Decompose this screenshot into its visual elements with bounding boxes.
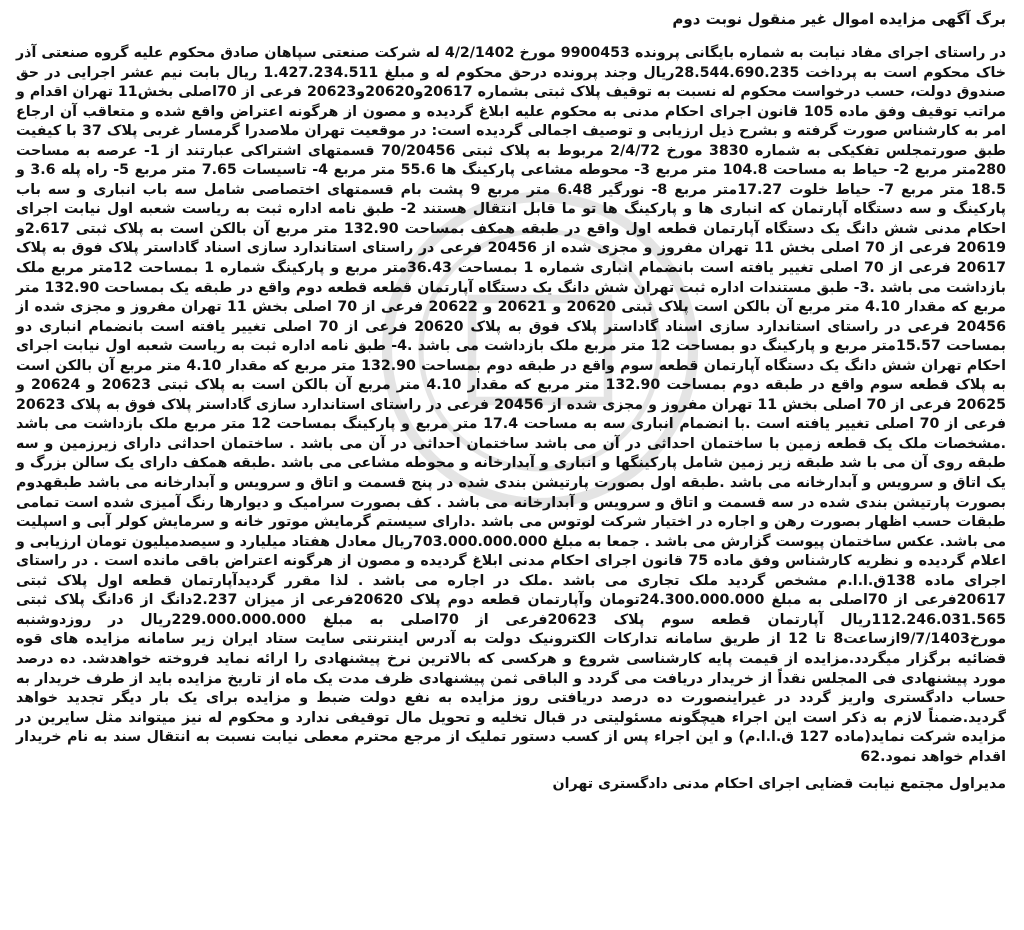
notice-body: در راستای اجرای مفاد نیابت به شماره بایگانی پرونده 9900453 مورخ 4/2/1402 له شرکت صنعتی سپاهان صادق محکوم علیه گروه صنعتی آذر خاک محکوم است به پرداخت 28.544.690.235ریال وجند پرونده درحق محکوم له و مبلغ 1.427.234.511 ریال بابت نیم عشر اجرایی در حق صندوق دولت، حسب درخواست محکوم له نسبت به توقیف پلاک ثبتی بشماره 20617و20620و20623 فرعی از 70اصلی بخش11 تهران اقدام و مراتب توقیف وفق ماده 105 قانون اجرای احکام مدنی به محکوم علیه ابلاغ گردیده و مصون از هرگونه اعتراض واقع شده و متعاقب آن ارجاع امر به کارشناس صورت گرفته و بشرح ذیل ارزیابی و توصیف اجمالی گردیده است: در موقعیت تهران ملاصدرا گرمسار غربی پلاک 37 با کیفیت طبق صورتمجلس تفکیکی به شماره 3830 مورخ 2/4/72 مربوط به پلاک ثبتی 70/20456 قسمتهای اشتراکی عبارتند از 1- عرصه به مساحت 280متر مربع 2- حیاط به مساحت 104.8 متر مربع 3- محوطه مشاعی پارکینگ ها 55.6 متر مربع 4- تاسیسات 7.65 متر مربع 5- راه پله 3.6 و 18.5 متر مربع 7- حیاط خلوت 17.27متر مربع 8- نورگیر 6.48 متر مربع 9 پشت بام قسمتهای اختصاصی شامل سه باب انباری و سه باب پارکینگ و سه دستگاه آپارتمان که انباری ها و پارکینگ ها تو ما قابل انتقال هستند 2- طبق نامه اداره ثبت به ریاست شعبه اول نیابت اجرای احکام مدنی شش دانگ یک دستگاه آپارتمان قطعه اول واقع در طبقه همکف بمساحت 132.90 متر مربع آن بالکن است به پلاک ثبتی 2.617و 20619 فرعی از 70 اصلی بخش 11 تهران مفروز و مجزی شده از 20456 فرعی در راستای استاندارد سازی اسناد گاداستر پلاک فوق به پلاک 20617 فرعی از 70 اصلی تغییر یافته است بانضمام انباری شماره 1 بمساحت 36.43متر مربع و پارکینگ شماره 1 بمساحت 12متر مربع ملک بازداشت می باشد .3- طبق مستندات اداره ثبت تهران شش دانگ یک دستگاه آپارتمان قطعه قطعه دوم واقع در طبقه یک بمساحت 132.90 متر مربع که مقدار 4.10 متر مربع آن بالکن است پلاک ثبتی 20620 و 20621 و 20622 فرعی از 70 اصلی بخش 11 تهران مفروز و مجزی شده از 20456 فرعی در راستای استاندارد سازی اسناد گاداستر پلاک فوق به پلاک 20620 فرعی از 70 اصلی تغییر یافته است بانضمام انباری دو بمساحت 15.57متر مربع و پارکینگ دو بمساحت 12 متر مربع ملک بازداشت می باشد .4- طبق نامه اداره ثبت به ریاست شعبه اول نیابت اجرای احکام تهران شش دانگ یک دستگاه آپارتمان قطعه سوم واقع در طبقه دوم بمساحت 132.90 متر مربع که مقدار 4.10 متر مربع آن بالکن است به پلاک قطعه سوم واقع در طبقه دوم بمساحت 132.90 متر مربع که مقدار 4.10 متر مربع آن بالکن است به پلاک ثبتی 20623 و 20624 و 20625 فرعی از 70 اصلی بخش 11 تهران مفروز و مجزی شده از 20456 فرعی در راستای استاندارد سازی گاداستر پلاک فوق به پلاک 20623 فرعی از 70 اصلی تغییر یافته است .با انضمام انباری سه به مساحت 17.4 متر مربع و پارکینگ بمساحت 12 متر مربع ملک بازداشت می باشد .مشخصات ملک یک قطعه زمین با ساختمان احداثی در آن می باشد ساختمان احداثی در آن می باشد . ساختمان احداثی دارای زیرزمین و سه طبقه روی آن می با شد طبقه زیر زمین شامل پارکینگها و انباری و آبدارخانه و محوطه مشاعی می باشد .طبقه همکف دارای یک سالن بزرگ و یک اتاق و سرویس و آبدارخانه می باشد .طبقه اول بصورت پارتیشن بندی شده در پنج قسمت و اتاق و سرویس و آبدارخانه می باشد طبقهدوم بصورت پارتیشن بندی شده در سه قسمت و اتاق و سرویس و آبدارخانه می باشد . کف بصورت سرامیک و دیوارها رنگ آمیزی شده است تمامی طبقات حسب اظهار بصورت رهن و اجاره در اختیار شرکت لوتوس می باشد .دارای سیستم گرمایش موتور خانه و سرمایش کولر آبی و اسپلیت می باشد. عکس ساختمان پیوست گزارش می باشد . جمعا به مبلغ 703.000.000.000ریال معادل هفتاد میلیارد و سیصدمیلیون تومان ارزیابی و اعلام گردیده و نظریه کارشناس وفق ماده 75 قانون اجرای احکام مدنی ابلاغ گردیده و مصون از هرگونه اعتراض باقی مانده است . در راستای اجرای ماده 138ق.ا.ا.م مشخص گردید ملک تجاری می باشد .ملک در اجاره می باشد . لذا مقرر گردیدآپارتمان قطعه اول پلاک ثبتی 20617فرعی از 70اصلی به مبلغ 24.300.000.000تومان وآپارتمان قطعه دوم پلاک 20620فرعی از میزان 2.237دانگ از 6دانگ پلاک ثبتی 112.246.031.565ریال آپارتمان قطعه سوم پلاک 20623فرعی از 70اصلی به مبلغ 229.000.000.000ریال در روزدوشنبه مورخ9/7/1403ازساعت8 تا 12 از طریق سامانه تدارکات الکترونیک دولت به آدرس اینترنتی سایت ستاد ایران زیر سامانه مزایده های قوه قضائیه برگزار میگردد.مزایده از قیمت پایه کارشناسی شروع و هرکسی که بالاترین نرخ پیشنهادی را ارائه نماید فروخته خواهدشد. ده درصد مورد پیشنهادی فی المجلس نقداً از خریدار دریافت می گردد و الباقی ثمن پیشنهادی ظرف مدت یک ماه از تاریخ مزایده باید از طرف خریدار به حساب دادگستری واریز گردد در غیراینصورت ده درصد دریافتی روز مزایده به نفع دولت ضبط و مزایده برای یک بار دیگر تجدید خواهد گردید.ضمناً لازم به ذکر است این اجراء هیچگونه مسئولیتی در قبال تخلیه و تحویل مال توقیفی ندارد و محکوم له نیز میتواند مثل سایرین در مزایده شرکت نماید(ماده 127 ق.ا.ا.م) و این اجراء پس از کسب دستور تملیک از مرجع محترم معطی نیابت نسبت به انتقال سند به نام خریدار اقدام خواهد نمود.62 bbox=[16, 45, 1007, 765]
notice-signature: مدیراول مجتمع نیابت قضایی اجرای احکام مدنی دادگستری تهران bbox=[552, 776, 1006, 793]
notice-title: برگ آگهی مزایده اموال غیر منقول نوبت دوم bbox=[672, 10, 1006, 28]
